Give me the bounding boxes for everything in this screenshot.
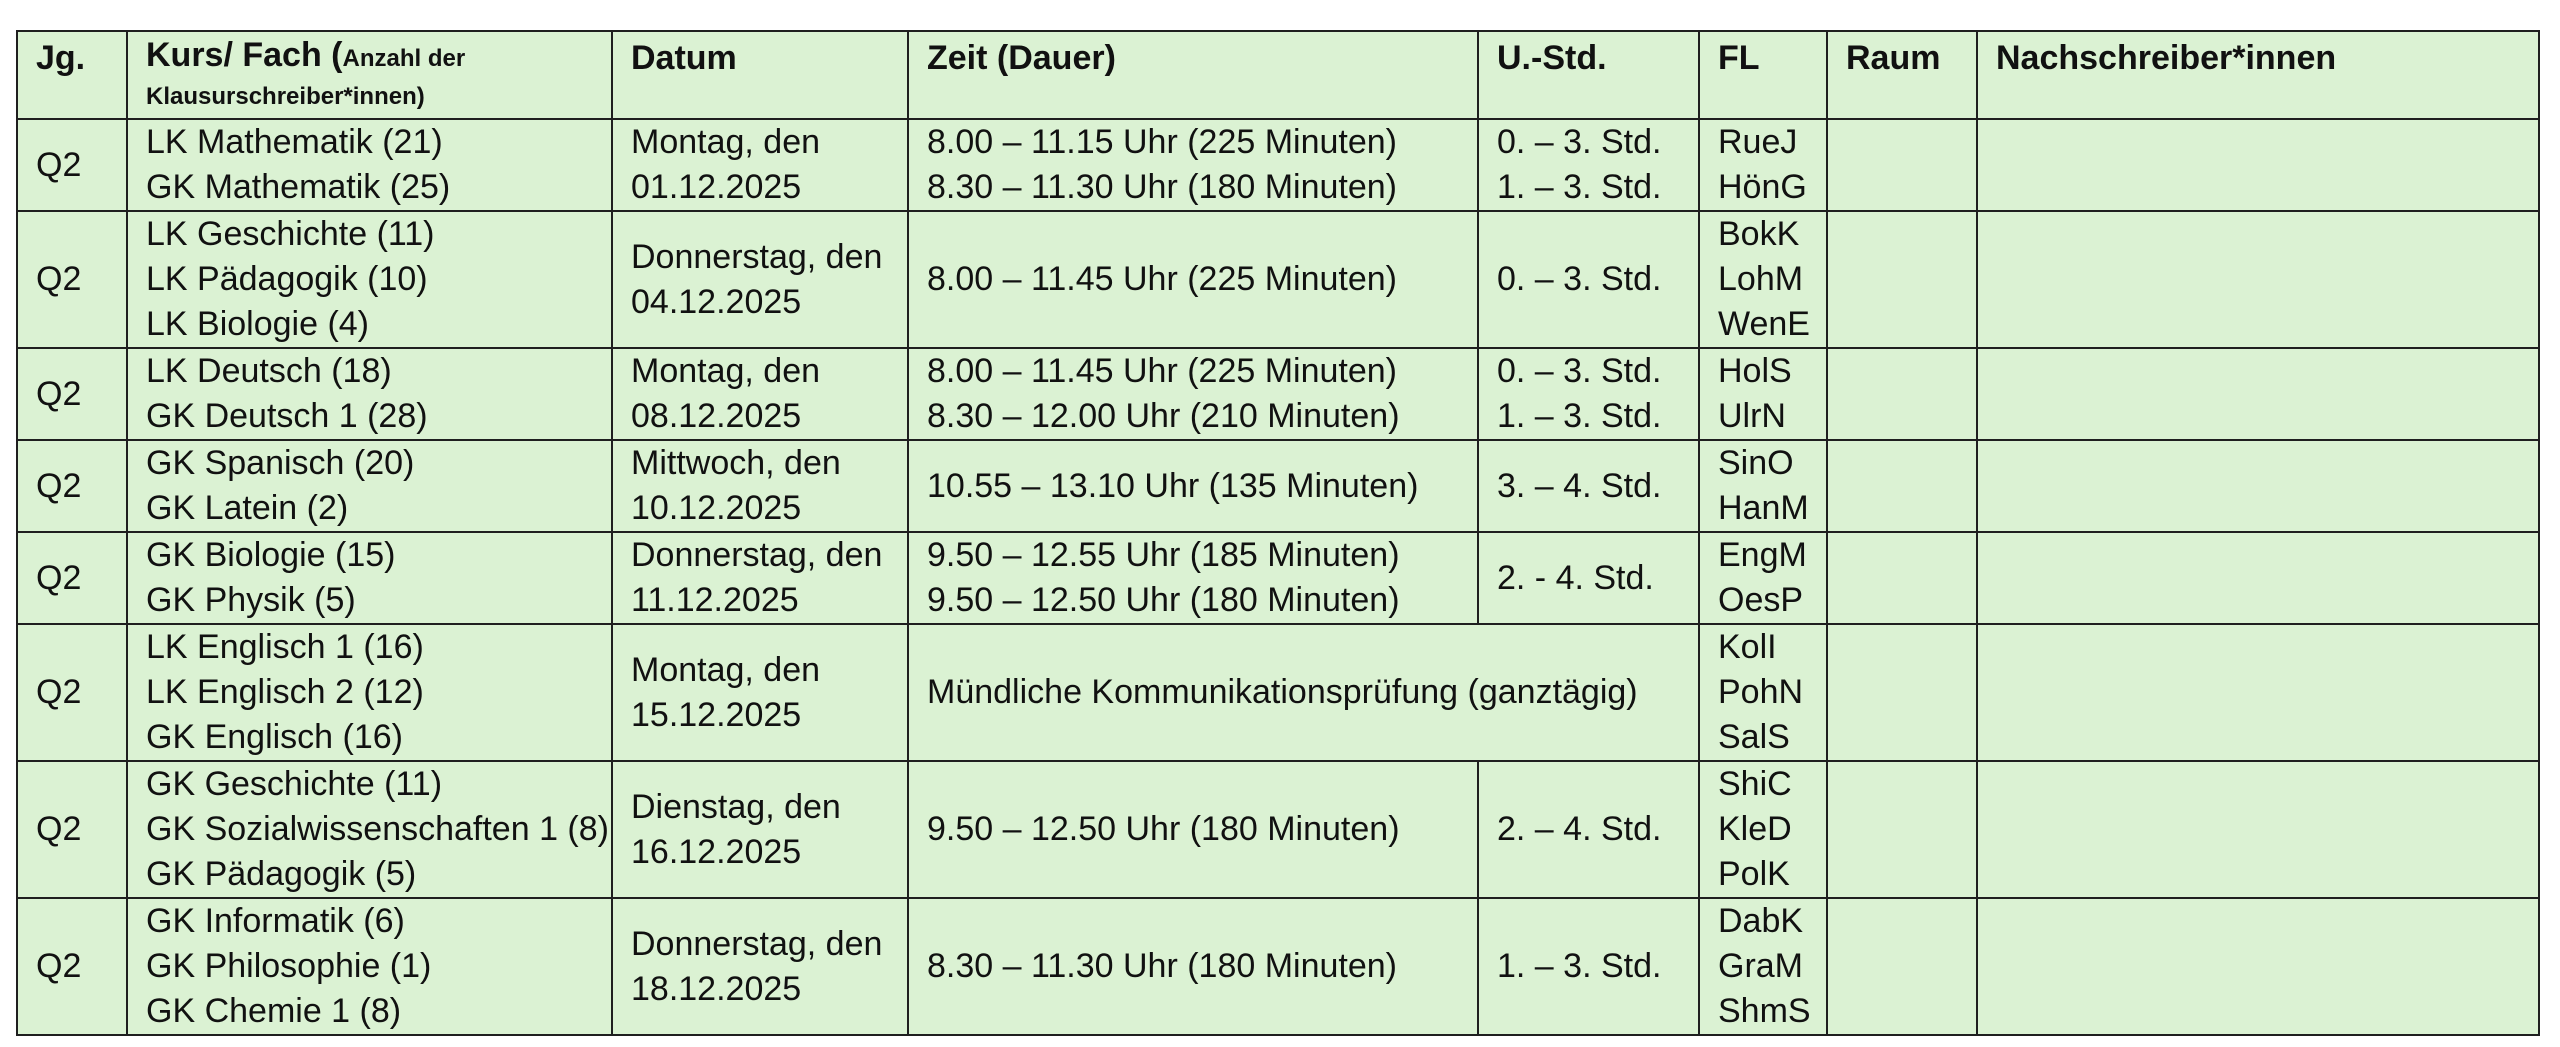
cell-ustd [1478, 348, 1699, 440]
cell-ustd [1478, 119, 1699, 211]
teacher-code: LohM [1718, 260, 1804, 298]
header-jg [17, 31, 127, 119]
cell-ustd [1478, 761, 1699, 898]
jg-value: Q2 [36, 947, 82, 985]
exam-schedule-table [16, 30, 2540, 1036]
lesson-hours-entry: 0. – 3. Std. [1497, 352, 1662, 390]
cell-nachschreiber [1977, 624, 2539, 761]
header-nachschreiber-label: Nachschreiber*innen [1996, 39, 2337, 77]
teacher-code: KleD [1718, 810, 1792, 848]
merged-time-note: Mündliche Kommunikationsprüfung (ganztägig) [927, 673, 1638, 711]
course-entry: GK Pädagogik (5) [146, 855, 417, 893]
cell-jg [17, 119, 127, 211]
teacher-code: PolK [1718, 855, 1790, 893]
cell-datum [612, 898, 908, 1035]
course-entry: GK Biologie (15) [146, 536, 396, 574]
cell-kurse [127, 898, 612, 1035]
cell-datum [612, 211, 908, 348]
cell-kurse [127, 624, 612, 761]
course-entry: GK Chemie 1 (8) [146, 992, 402, 1030]
header-nachschreiber [1977, 31, 2539, 119]
cell-nachschreiber [1977, 119, 2539, 211]
jg-value: Q2 [36, 466, 82, 505]
table-row [17, 898, 2539, 1035]
course-entry: GK Informatik (6) [146, 902, 405, 940]
header-raum [1827, 31, 1977, 119]
course-entry: GK Englisch (16) [146, 718, 403, 756]
lesson-hours-entry: 0. – 3. Std. [1497, 123, 1662, 161]
cell-jg [17, 348, 127, 440]
date-line: 01.12.2025 [631, 168, 802, 206]
cell-ustd [1478, 211, 1699, 348]
cell-datum [612, 761, 908, 898]
cell-ustd [1478, 440, 1699, 532]
cell-zeit-merged [908, 624, 1699, 761]
date-line: 04.12.2025 [631, 282, 802, 321]
schedule-body [17, 119, 2539, 1035]
teacher-code: UlrN [1718, 397, 1786, 435]
cell-nachschreiber [1977, 211, 2539, 348]
teacher-code: GraM [1718, 947, 1803, 985]
header-row [17, 31, 2539, 119]
header-kurs [127, 31, 612, 119]
jg-value: Q2 [36, 145, 82, 184]
teacher-code: DabK [1718, 902, 1804, 940]
cell-jg [17, 440, 127, 532]
course-entry: GK Latein (2) [146, 489, 349, 527]
cell-datum [612, 440, 908, 532]
date-line: Montag, den [631, 352, 821, 390]
date-line: Donnerstag, den [631, 924, 883, 963]
jg-value: Q2 [36, 558, 82, 597]
cell-zeit [908, 898, 1478, 1035]
cell-jg [17, 211, 127, 348]
cell-fl [1699, 440, 1827, 532]
cell-jg [17, 624, 127, 761]
time-entry: 8.00 – 11.15 Uhr (225 Minuten) [927, 123, 1397, 161]
course-entry: GK Philosophie (1) [146, 947, 432, 985]
cell-kurse [127, 532, 612, 624]
table-row [17, 348, 2539, 440]
course-entry: GK Geschichte (11) [146, 765, 443, 803]
lesson-hours-entry: 2. - 4. Std. [1497, 558, 1654, 597]
cell-ustd [1478, 898, 1699, 1035]
cell-raum [1827, 440, 1977, 532]
lesson-hours-entry: 0. – 3. Std. [1497, 260, 1662, 298]
table-row [17, 211, 2539, 348]
cell-datum [612, 348, 908, 440]
date-line: Dienstag, den [631, 787, 841, 826]
time-entry: 9.50 – 12.50 Uhr (180 Minuten) [927, 581, 1400, 619]
course-entry: GK Physik (5) [146, 581, 356, 619]
time-entry: 9.50 – 12.50 Uhr (180 Minuten) [927, 810, 1400, 848]
cell-nachschreiber [1977, 761, 2539, 898]
course-entry: LK Biologie (4) [146, 305, 370, 343]
cell-raum [1827, 119, 1977, 211]
table-row [17, 624, 2539, 761]
header-ustd [1478, 31, 1699, 119]
time-entry: 8.30 – 12.00 Uhr (210 Minuten) [927, 397, 1400, 435]
date-line: 16.12.2025 [631, 832, 802, 871]
cell-raum [1827, 211, 1977, 348]
cell-kurse [127, 211, 612, 348]
date-line: 18.12.2025 [631, 969, 802, 1008]
cell-zeit [908, 761, 1478, 898]
cell-datum [612, 532, 908, 624]
cell-ustd [1478, 532, 1699, 624]
header-zeit-label: Zeit (Dauer) [927, 39, 1116, 77]
course-entry: GK Sozialwissenschaften 1 (8) [146, 810, 609, 848]
header-fl [1699, 31, 1827, 119]
cell-datum [612, 119, 908, 211]
table-row [17, 761, 2539, 898]
jg-value: Q2 [36, 260, 82, 298]
lesson-hours-entry: 2. – 4. Std. [1497, 810, 1662, 848]
exam-schedule-sheet [16, 30, 2538, 1036]
cell-datum [612, 624, 908, 761]
header-kurs-note-1: Anzahl der [342, 45, 466, 72]
cell-kurse [127, 348, 612, 440]
header-datum [612, 31, 908, 119]
cell-zeit [908, 211, 1478, 348]
cell-raum [1827, 898, 1977, 1035]
header-datum-label: Datum [631, 39, 737, 77]
cell-nachschreiber [1977, 440, 2539, 532]
teacher-code: HönG [1718, 168, 1807, 206]
cell-fl [1699, 348, 1827, 440]
cell-jg [17, 532, 127, 624]
cell-zeit [908, 532, 1478, 624]
cell-jg [17, 761, 127, 898]
cell-zeit [908, 119, 1478, 211]
cell-fl [1699, 898, 1827, 1035]
date-line: 08.12.2025 [631, 397, 802, 435]
time-entry: 8.30 – 11.30 Uhr (180 Minuten) [927, 947, 1397, 985]
table-row [17, 440, 2539, 532]
date-line: Donnerstag, den [631, 237, 883, 276]
lesson-hours-entry: 1. – 3. Std. [1497, 947, 1662, 985]
header-kurs-note-2: Klausurschreiber*innen) [146, 83, 425, 110]
jg-value: Q2 [36, 673, 82, 711]
teacher-code: KolI [1718, 628, 1777, 666]
jg-value: Q2 [36, 810, 82, 848]
time-entry: 8.00 – 11.45 Uhr (225 Minuten) [927, 352, 1397, 390]
cell-raum [1827, 761, 1977, 898]
header-ustd-label: U.-Std. [1497, 39, 1607, 77]
cell-zeit [908, 440, 1478, 532]
teacher-code: SinO [1718, 444, 1794, 482]
course-entry: GK Deutsch 1 (28) [146, 397, 428, 435]
time-entry: 8.00 – 11.45 Uhr (225 Minuten) [927, 260, 1397, 298]
cell-jg [17, 898, 127, 1035]
header-jg-label: Jg. [36, 39, 86, 77]
cell-fl [1699, 532, 1827, 624]
cell-nachschreiber [1977, 348, 2539, 440]
teacher-code: WenE [1718, 305, 1810, 343]
teacher-code: SalS [1718, 718, 1790, 756]
teacher-code: BokK [1718, 215, 1800, 253]
lesson-hours-entry: 3. – 4. Std. [1497, 466, 1662, 505]
header-kurs-label: Kurs/ Fach ( [146, 36, 343, 74]
time-entry: 9.50 – 12.55 Uhr (185 Minuten) [927, 536, 1400, 574]
header-raum-label: Raum [1846, 39, 1941, 77]
teacher-code: ShiC [1718, 765, 1792, 803]
date-line: Donnerstag, den [631, 536, 883, 574]
cell-nachschreiber [1977, 898, 2539, 1035]
cell-raum [1827, 624, 1977, 761]
course-entry: LK Mathematik (21) [146, 123, 443, 161]
date-line: 11.12.2025 [631, 581, 799, 619]
teacher-code: HolS [1718, 352, 1792, 390]
cell-fl [1699, 761, 1827, 898]
cell-kurse [127, 119, 612, 211]
teacher-code: RueJ [1718, 123, 1798, 161]
date-line: 15.12.2025 [631, 695, 802, 734]
course-entry: GK Spanisch (20) [146, 444, 415, 482]
jg-value: Q2 [36, 374, 82, 413]
course-entry: LK Englisch 2 (12) [146, 673, 424, 711]
cell-kurse [127, 761, 612, 898]
header-zeit [908, 31, 1478, 119]
teacher-code: PohN [1718, 673, 1804, 711]
lesson-hours-entry: 1. – 3. Std. [1497, 397, 1662, 435]
cell-raum [1827, 532, 1977, 624]
course-entry: LK Deutsch (18) [146, 352, 392, 390]
time-entry: 8.30 – 11.30 Uhr (180 Minuten) [927, 168, 1397, 206]
teacher-code: EngM [1718, 536, 1807, 574]
date-line: Montag, den [631, 650, 821, 689]
header-fl-label: FL [1718, 39, 1760, 77]
course-entry: LK Englisch 1 (16) [146, 628, 424, 666]
cell-fl [1699, 119, 1827, 211]
cell-zeit [908, 348, 1478, 440]
cell-nachschreiber [1977, 532, 2539, 624]
table-row [17, 119, 2539, 211]
teacher-code: OesP [1718, 581, 1804, 619]
date-line: Mittwoch, den [631, 444, 841, 482]
date-line: 10.12.2025 [631, 489, 802, 527]
table-row [17, 532, 2539, 624]
course-entry: LK Geschichte (11) [146, 215, 435, 253]
teacher-code: ShmS [1718, 992, 1811, 1030]
date-line: Montag, den [631, 123, 821, 161]
time-entry: 10.55 – 13.10 Uhr (135 Minuten) [927, 466, 1419, 505]
lesson-hours-entry: 1. – 3. Std. [1497, 168, 1662, 206]
cell-fl [1699, 624, 1827, 761]
teacher-code: HanM [1718, 489, 1809, 527]
cell-kurse [127, 440, 612, 532]
course-entry: GK Mathematik (25) [146, 168, 451, 206]
course-entry: LK Pädagogik (10) [146, 260, 428, 298]
cell-fl [1699, 211, 1827, 348]
cell-raum [1827, 348, 1977, 440]
